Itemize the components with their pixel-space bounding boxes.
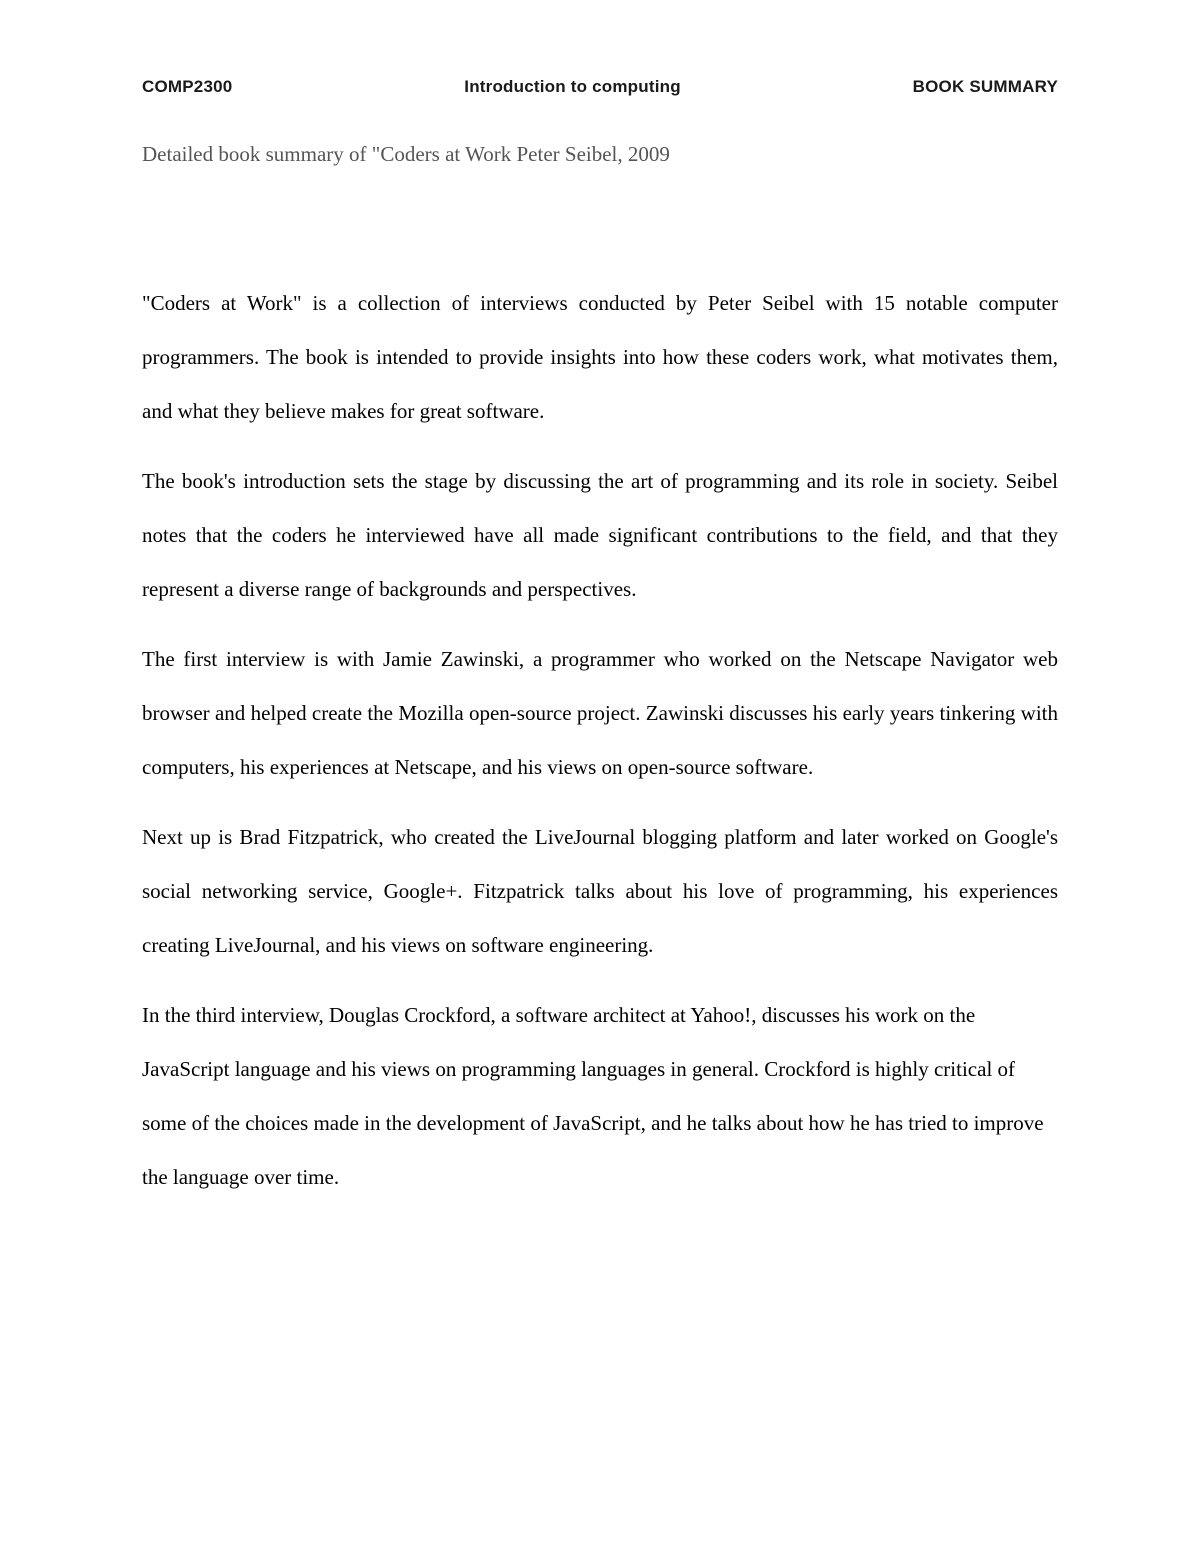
paragraph-introduction-summary: The book's introduction sets the stage by discussing the art of programming and its role in society. Seibel notes that the coders he interviewed have all made significant contributions to the field, and that they represent a diverse range of backgrounds and perspectives. [142,469,1058,601]
header-course-code: COMP2300 [142,77,233,96]
header-doc-type: BOOK SUMMARY [912,77,1058,96]
paragraph-intro: "Coders at Work" is a collection of interviews conducted by Peter Seibel with 15 notable computer programmers. The book is intended to provide insights into how these coders work, what motivates them, and what they believe makes for great software. [142,291,1058,423]
page-header [142,72,1058,102]
paragraph-zawinski: The first interview is with Jamie Zawinski, a programmer who worked on the Netscape Navigator web browser and helped create the Mozilla open-source project. Zawinski discusses his early years tinkering with computers, his experiences at Netscape, and his views on open-source software. [142,647,1058,779]
paragraph-fitzpatrick: Next up is Brad Fitzpatrick, who created the LiveJournal blogging platform and later worked on Google's social networking service, Google+. Fitzpatrick talks about his love of programming, his experiences creating LiveJournal, and his views on software engineering. [142,825,1058,957]
header-course-name: Introduction to computing [464,77,681,96]
document-title: Detailed book summary of "Coders at Work Peter Seibel, 2009 [142,142,670,166]
paragraph-crockford: In the third interview, Douglas Crockford, a software architect at Yahoo!, discusses his work on the JavaScript language and his views on programming languages in general. Crockford is highly critical of some of the choices made in the development of JavaScript, and he talks about how he has tried to improve the language over time. [142,1003,1044,1189]
document-body [142,276,1058,1220]
